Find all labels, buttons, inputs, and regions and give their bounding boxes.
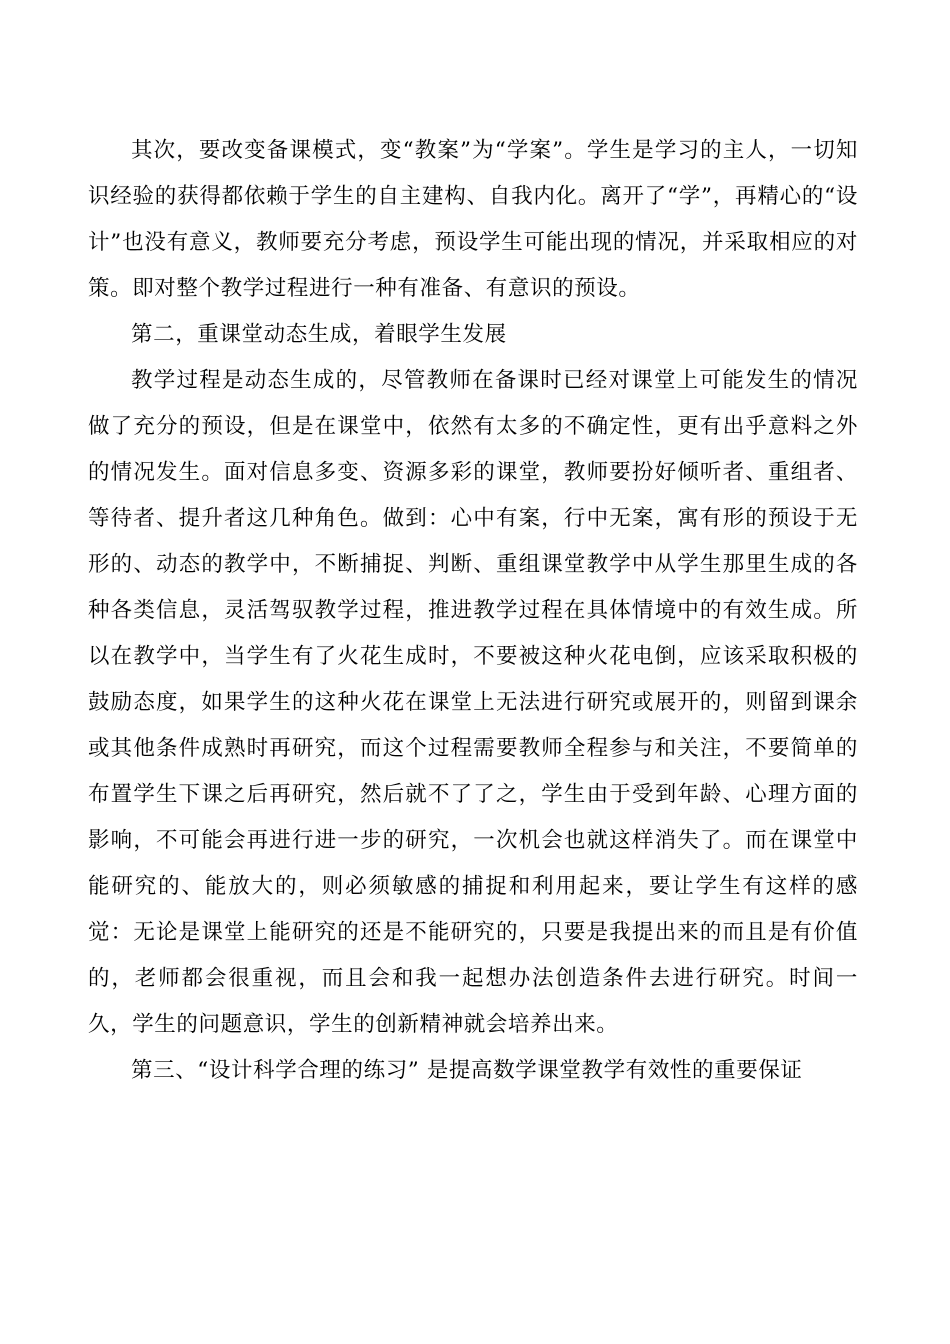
paragraph-lesson-plan: 其次，要改变备课模式，变“教案”为“学案”。学生是学习的主人，一切知识经验的获得都依赖于学生的自主建构、自我内化。离开了“学”，再精心的“设计”也没有意义，教师要充分考虑，预设学生可能出现的情况，并采取相应的对策。即对整个教学过程进行一种有准备、有意识的预设。 [88, 138, 858, 301]
paragraph-dynamic-generation: 教学过程是动态生成的，尽管教师在备课时已经对课堂上可能发生的情况做了充分的预设，但是在课堂中，依然有太多的不确定性，更有出乎意料之外的情况发生。面对信息多变、资源多彩的课堂，教师要扮好倾听者、重组者、等待者、提升者这几种角色。做到：心中有案，行中无案，寓有形的预设于无形的、动态的教学中，不断捕捉、判断、重组课堂教学中从学生那里生成的各种各类信息，灵活驾驭教学过程，推进教学过程在具体情境中的有效生成。所以在教学中，当学生有了火花生成时，不要被这种火花电倒，应该采取积极的鼓励态度，如果学生的这种火花在课堂上无法进行研究或展开的，则留到课余或其他条件成熟时再研究，而这个过程需要教师全程参与和关注，不要简单的布置学生下课之后再研究，然后就不了了之，学生由于受到年龄、心理方面的影响，不可能会再进行进一步的研究，一次机会也就这样消失了。而在课堂中能研究的、能放大的，则必须敏感的捕捉和利用起来，要让学生有这样的感觉：无论是课堂上能研究的还是不能研究的，只要是我提出来的而且是有价值的，老师都会很重视，而且会和我一起想办法创造条件去进行研究。时间一久，学生的问题意识，学生的创新精神就会培养出来。 [88, 368, 858, 1037]
section-heading-second: 第二，重课堂动态生成，着眼学生发展 [131, 322, 507, 347]
section-heading-third: 第三、“设计科学合理的练习” 是提高数学课堂教学有效性的重要保证 [131, 1058, 803, 1083]
document-body [88, 128, 858, 1094]
